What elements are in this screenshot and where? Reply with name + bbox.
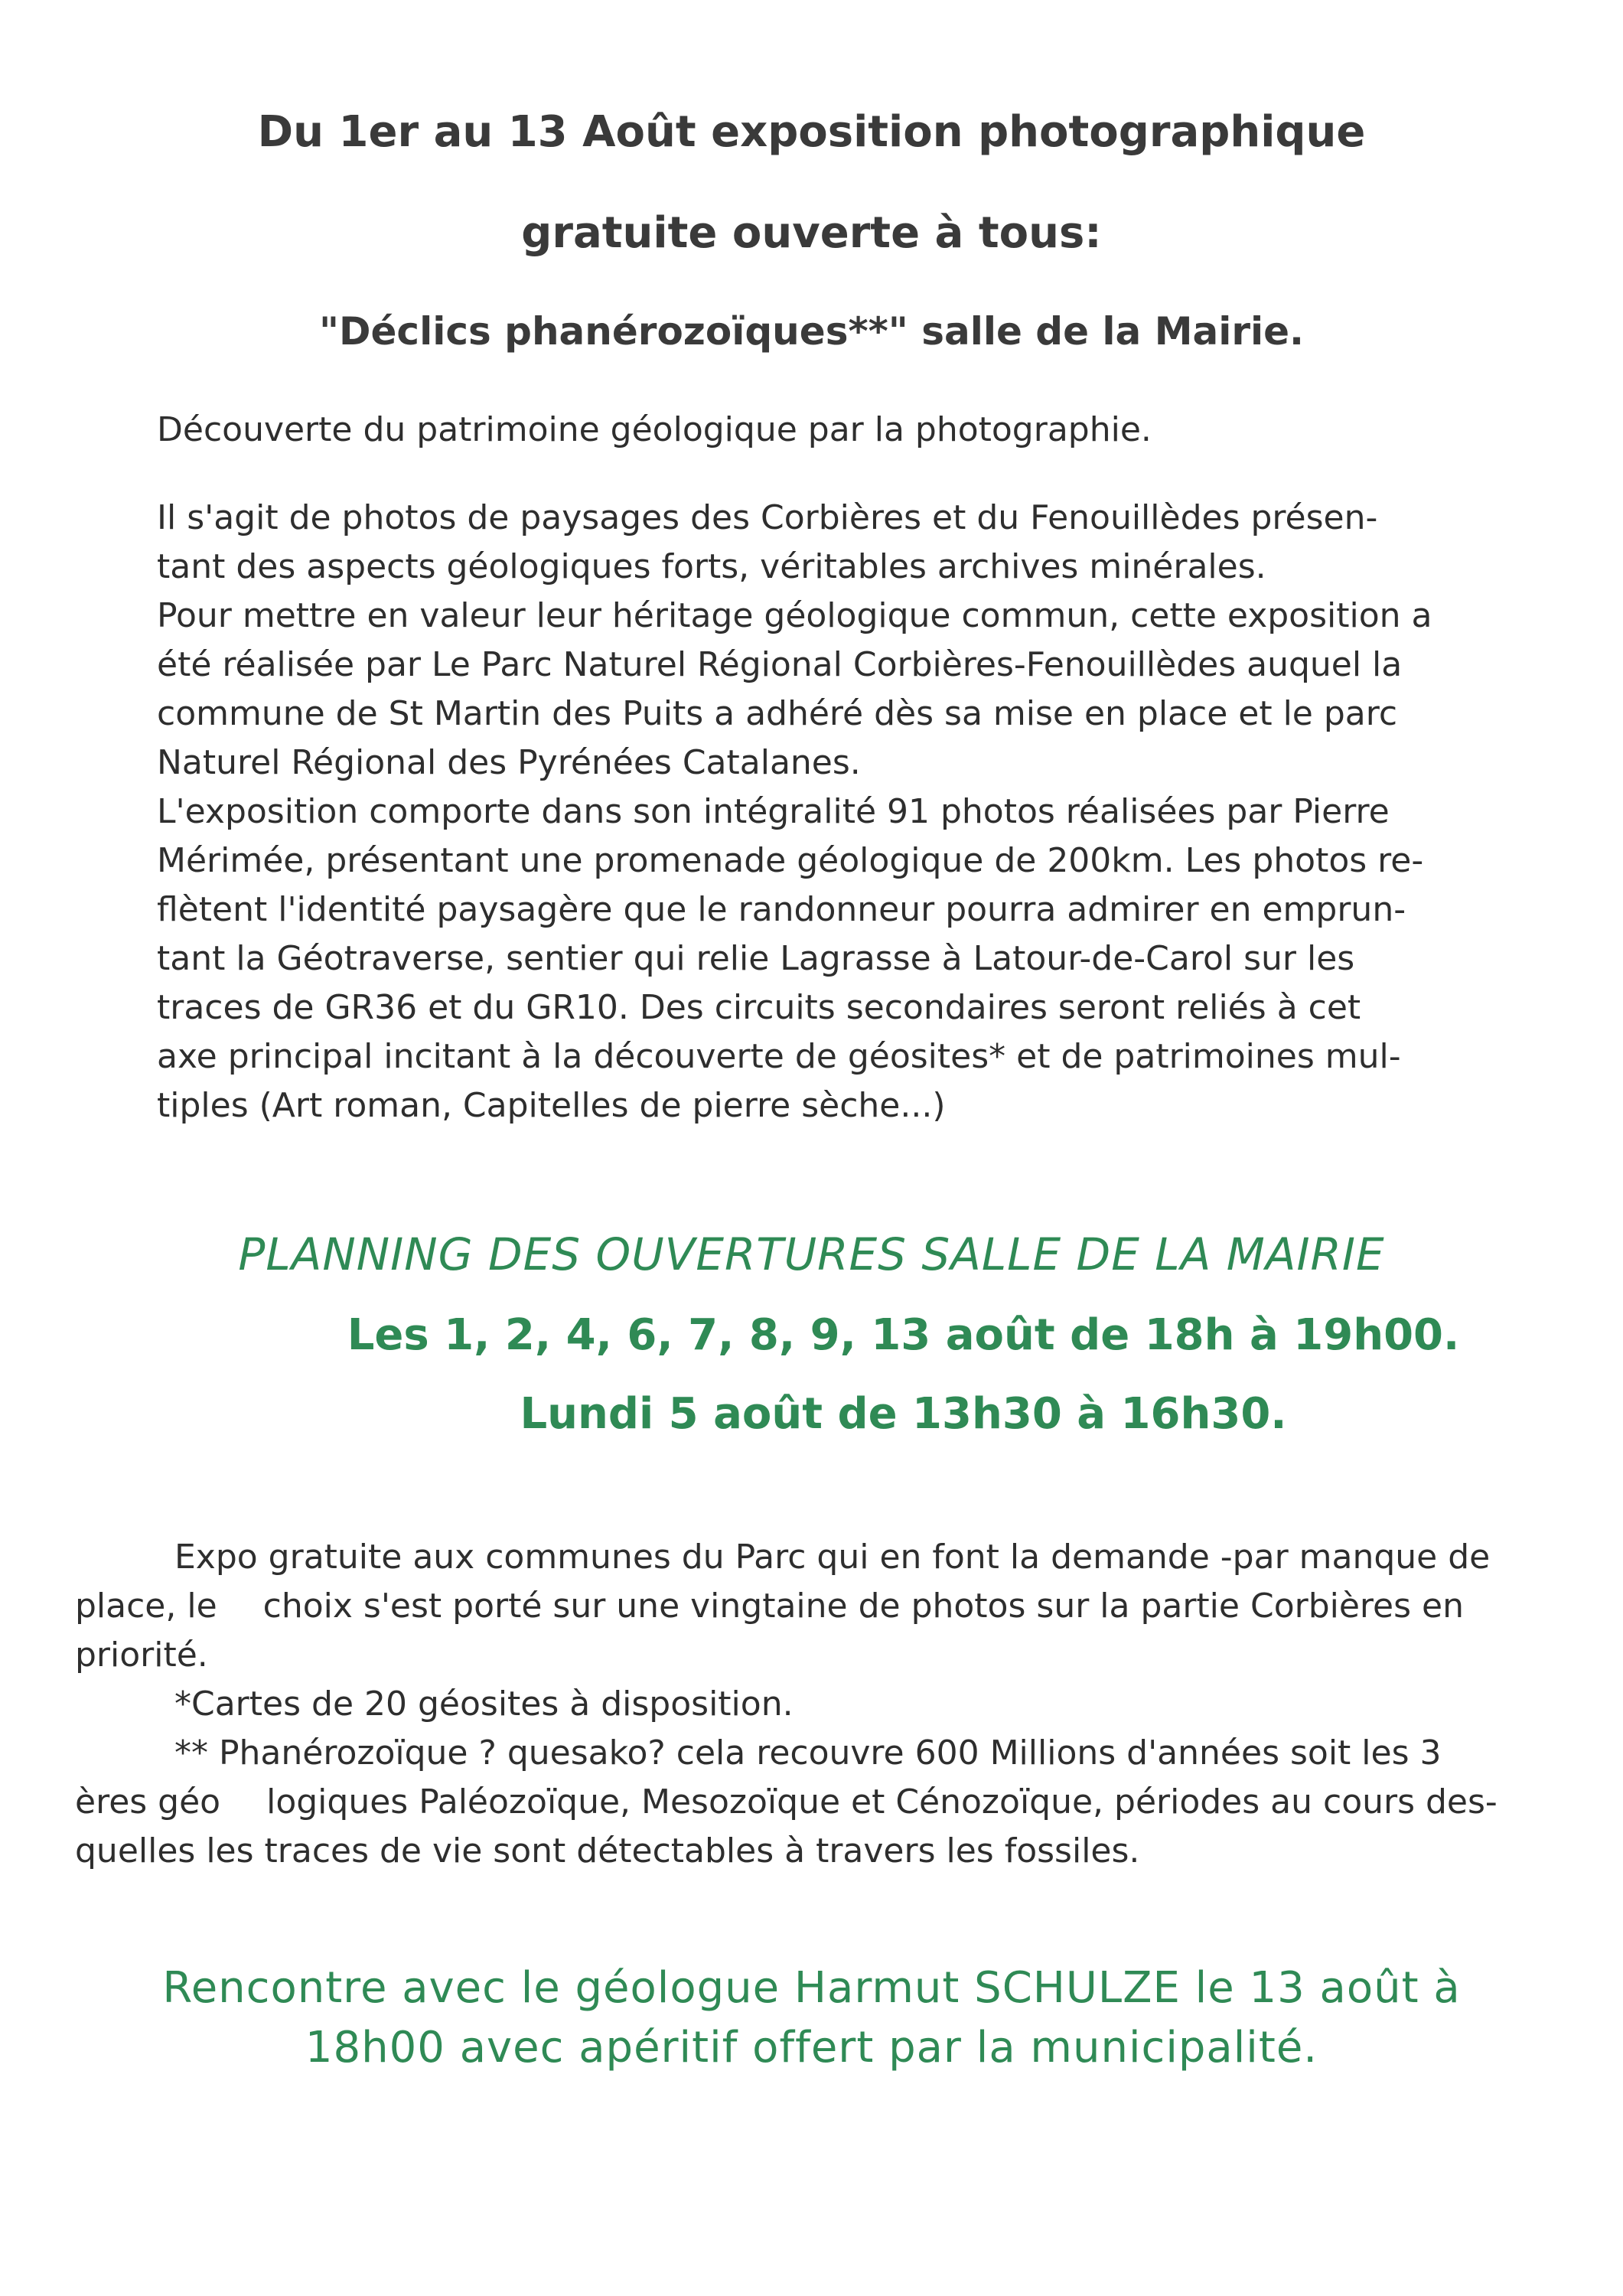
description-line: commune de St Martin des Puits a adhéré dès sa mise en place et le parc [157, 694, 1398, 733]
cartes-line: *Cartes de 20 géosites à disposition. [174, 1684, 794, 1724]
phanero-line-2 [75, 1778, 1552, 1827]
description-line: Mérimée, présentant une promenade géologique de 200km. Les photos re- [157, 841, 1424, 880]
planning-title: PLANNING DES OUVERTURES SALLE DE LA MAIRIE [238, 1228, 1385, 1280]
description-line: tant la Géotraverse, sentier qui relie Lagrasse à Latour-de-Carol sur les [157, 939, 1355, 978]
header-line-2: gratuite ouverte à tous: [521, 208, 1102, 258]
description-line: Pour mettre en valeur leur héritage géologique commun, cette exposition a [157, 596, 1432, 635]
description-line: axe principal incitant à la découverte de géosites* et de patrimoines mul- [157, 1037, 1401, 1076]
expo-line-2b: choix s'est porté sur une vingtaine de photos sur la partie Corbières en [262, 1587, 1464, 1626]
expo-line-3: priorité. [75, 1636, 208, 1675]
planning-line-1: Les 1, 2, 4, 6, 7, 8, 9, 13 août de 18h à 19h00. [347, 1310, 1460, 1360]
description-line: L'exposition comporte dans son intégralité 91 photos réalisées par Pierre [157, 792, 1390, 831]
description-line: flètent l'identité paysagère que le randonneur pourra admirer en emprun- [157, 890, 1406, 929]
header-line-3: "Déclics phanérozoïques**" salle de la Mairie. [318, 309, 1305, 354]
planning-line-2: Lundi 5 août de 13h30 à 16h30. [520, 1389, 1287, 1439]
description-line: tant des aspects géologiques forts, véritables archives minérales. [157, 547, 1266, 586]
description-line: Naturel Régional des Pyrénées Catalanes. [157, 743, 861, 782]
notes-block [75, 1533, 1552, 1876]
description-line: Il s'agit de photos de paysages des Corbières et du Fenouillèdes présen- [157, 498, 1378, 537]
phanero-line-1: ** Phanérozoïque ? quesako? cela recouvre 600 Millions d'années soit les 3 [174, 1733, 1442, 1773]
phanero-line-2a: ères géo [75, 1782, 221, 1821]
description-line: été réalisée par Le Parc Naturel Régional Corbières-Fenouillèdes auquel la [157, 645, 1403, 684]
description-line: tiples (Art roman, Capitelles de pierre sèche...) [157, 1086, 946, 1125]
expo-line-1: Expo gratuite aux communes du Parc qui en font la demande -par manque de [174, 1538, 1491, 1577]
phanero-line-2b: logiques Paléozoïque, Mesozoïque et Cénozoïque, périodes au cours des- [266, 1782, 1498, 1821]
rencontre-line-2: 18h00 avec apéritif offert par la municipalité. [305, 2023, 1318, 2073]
expo-line-2a: place, le [75, 1587, 217, 1626]
expo-line-2 [75, 1582, 1552, 1631]
description-paragraph [157, 494, 1492, 1130]
rencontre-line-1: Rencontre avec le géologue Harmut SCHULZE le 13 août à [162, 1963, 1461, 2013]
intro-line: Découverte du patrimoine géologique par la photographie. [157, 410, 1152, 449]
header-line-1: Du 1er au 13 Août exposition photographique [257, 107, 1366, 157]
phanero-line-3: quelles les traces de vie sont détectables à travers les fossiles. [75, 1831, 1140, 1870]
intro-paragraph [157, 406, 1492, 455]
description-line: traces de GR36 et du GR10. Des circuits secondaires seront reliés à cet [157, 988, 1361, 1027]
